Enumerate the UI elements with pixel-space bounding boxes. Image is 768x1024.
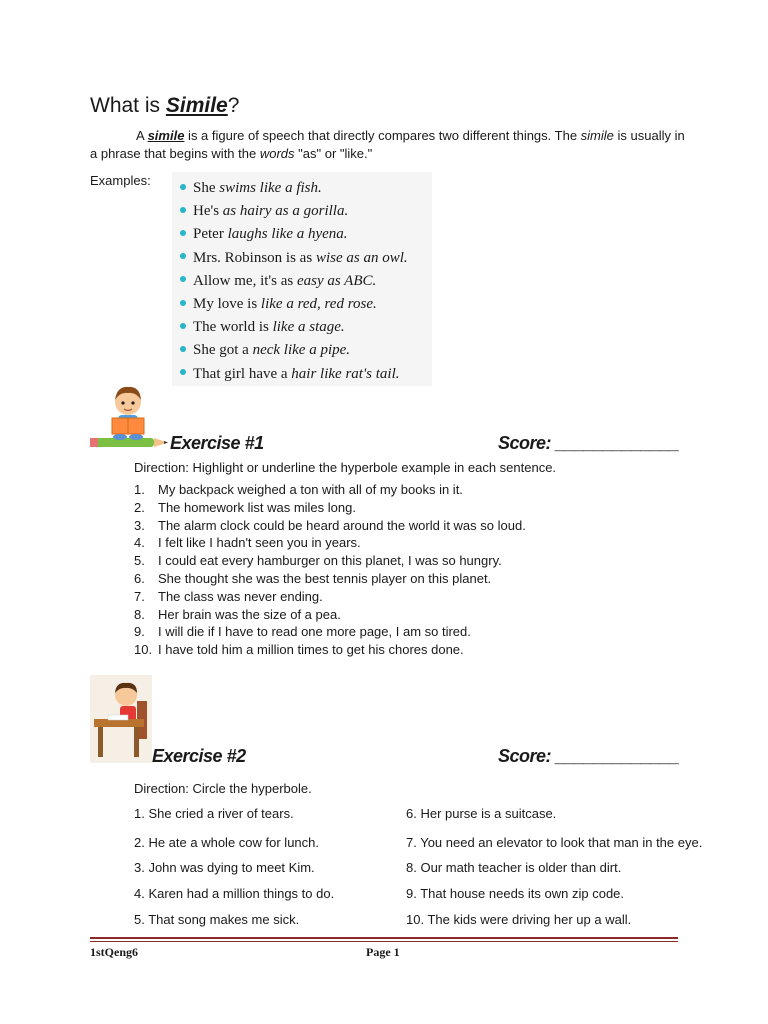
- exercise-2-heading: Exercise #2: [152, 746, 246, 766]
- example-plain: She got a: [193, 342, 253, 359]
- bullet-icon: [180, 346, 186, 352]
- list-item: [134, 606, 694, 624]
- example-plain: Allow me, it's as: [193, 272, 297, 289]
- hyperbole-item: 1. She cried a river of tears.: [134, 806, 294, 821]
- example-item: [180, 200, 432, 223]
- exercise-1-score: Score: _____________: [498, 433, 680, 453]
- intro-text: is usually in a phrase that begins with the: [90, 128, 685, 161]
- item-text: I could eat every hamburger on this planet, I was so hungry.: [158, 553, 502, 569]
- list-item: [134, 517, 694, 535]
- hyperbole-item: 7. You need an elevator to look that man in the eye.: [406, 835, 703, 850]
- example-simile: wise as an owl.: [315, 249, 408, 266]
- example-item: [180, 177, 432, 200]
- title-emphasis: Simile: [165, 94, 228, 117]
- bullet-icon: [180, 300, 186, 306]
- footer-code: 1stQeng6: [90, 945, 138, 959]
- item-text: The class was never ending.: [158, 588, 323, 604]
- footer-rule: [90, 941, 678, 942]
- example-simile: neck like a pipe.: [252, 342, 351, 359]
- hyperbole-item: 8. Our math teacher is older than dirt.: [406, 860, 622, 875]
- bullet-icon: [180, 276, 186, 282]
- example-plain: The world is: [193, 319, 273, 336]
- item-number: 10.: [134, 642, 153, 658]
- bullet-icon: [180, 369, 186, 375]
- example-item: [180, 363, 432, 386]
- example-plain: He's: [193, 203, 223, 220]
- bullet-icon: [180, 230, 186, 236]
- example-simile: hair like rat's tail.: [291, 365, 400, 382]
- example-item: [180, 270, 432, 293]
- exercise-2-direction: Direction: Circle the hyperbole.: [134, 781, 312, 796]
- page-title: [90, 94, 239, 118]
- bullet-icon: [180, 253, 186, 259]
- example-plain: That girl have a: [193, 365, 292, 382]
- hyperbole-item: 6. Her purse is a suitcase.: [406, 806, 557, 821]
- examples-label: Examples:: [90, 173, 151, 188]
- example-simile: laughs like a hyena.: [227, 226, 348, 243]
- example-item: [180, 293, 432, 316]
- example-simile: like a stage.: [272, 319, 345, 336]
- item-number: 4.: [134, 535, 145, 551]
- item-text: She thought she was the best tennis player on this planet.: [158, 570, 492, 586]
- example-plain: She: [193, 180, 220, 196]
- intro-term: words: [259, 146, 295, 161]
- example-item: [180, 247, 432, 270]
- item-text: Her brain was the size of a pea.: [158, 606, 341, 622]
- item-number: 3.: [134, 517, 145, 533]
- exercise-1-direction: Direction: Highlight or underline the hyperbole example in each sentence.: [134, 460, 557, 475]
- examples-box: [172, 172, 432, 386]
- item-text: I have told him a million times to get his chores done.: [158, 642, 464, 658]
- page-number: Page 1: [366, 945, 400, 959]
- boy-writing-illustration: [90, 675, 152, 763]
- hyperbole-item: 3. John was dying to meet Kim.: [134, 860, 315, 875]
- item-text: The alarm clock could be heard around the world it was so loud.: [158, 517, 526, 533]
- example-plain: Peter: [193, 226, 228, 243]
- example-simile: like a red, red rose.: [260, 295, 377, 312]
- intro-text: "as" or "like.": [294, 146, 373, 161]
- bullet-icon: [180, 207, 186, 213]
- example-plain: Mrs. Robinson is as: [193, 249, 316, 266]
- item-number: 1.: [134, 482, 145, 497]
- item-text: I will die if I have to read one more page, I am so tired.: [158, 624, 471, 640]
- list-item: [134, 534, 694, 552]
- example-simile: easy as ABC.: [296, 272, 377, 289]
- intro-text: A: [136, 128, 148, 143]
- hyperbole-item: 10. The kids were driving her up a wall.: [406, 912, 632, 927]
- footer-rule: [90, 937, 678, 939]
- item-number: 8.: [134, 606, 145, 622]
- boy-reading-illustration: [90, 382, 170, 452]
- intro-text: is a figure of speech that directly compares two different things. The: [184, 128, 581, 143]
- intro-term: simile: [580, 128, 614, 143]
- list-item: [134, 552, 694, 570]
- bullet-icon: [180, 184, 186, 190]
- hyperbole-item: 2. He ate a whole cow for lunch.: [134, 835, 319, 850]
- list-item: [134, 499, 694, 517]
- title-suffix: ?: [227, 94, 240, 117]
- title-prefix: What is: [90, 94, 166, 117]
- item-text: The homework list was miles long.: [158, 499, 356, 515]
- item-number: 6.: [134, 570, 145, 586]
- examples-list: [172, 172, 432, 386]
- exercise-1-heading: Exercise #1: [170, 433, 264, 453]
- hyperbole-item: 5. That song makes me sick.: [134, 912, 300, 927]
- item-number: 2.: [134, 499, 145, 515]
- item-number: 5.: [134, 553, 145, 569]
- example-simile: as hairy as a gorilla.: [222, 203, 349, 220]
- bullet-icon: [180, 323, 186, 329]
- example-simile: swims like a fish.: [219, 180, 322, 196]
- item-number: 9.: [134, 624, 145, 640]
- item-number: 7.: [134, 588, 145, 604]
- list-item: [134, 623, 694, 641]
- exercise-2-score: Score: _____________: [498, 746, 680, 766]
- list-item: [134, 641, 694, 659]
- hyperbole-item: 9. That house needs its own zip code.: [406, 886, 625, 901]
- example-plain: My love is: [193, 295, 261, 312]
- item-text: My backpack weighed a ton with all of my books in it.: [158, 482, 463, 497]
- hyperbole-item: 4. Karen had a million things to do.: [134, 886, 335, 901]
- intro-term: simile: [147, 128, 185, 143]
- exercise-1-list: [134, 481, 694, 659]
- list-item: [134, 570, 694, 588]
- example-item: [180, 316, 432, 339]
- intro-paragraph: [90, 127, 690, 163]
- list-item: [134, 481, 694, 499]
- example-item: [180, 223, 432, 246]
- item-text: I felt like I hadn't seen you in years.: [158, 535, 361, 551]
- list-item: [134, 588, 694, 606]
- example-item: [180, 339, 432, 362]
